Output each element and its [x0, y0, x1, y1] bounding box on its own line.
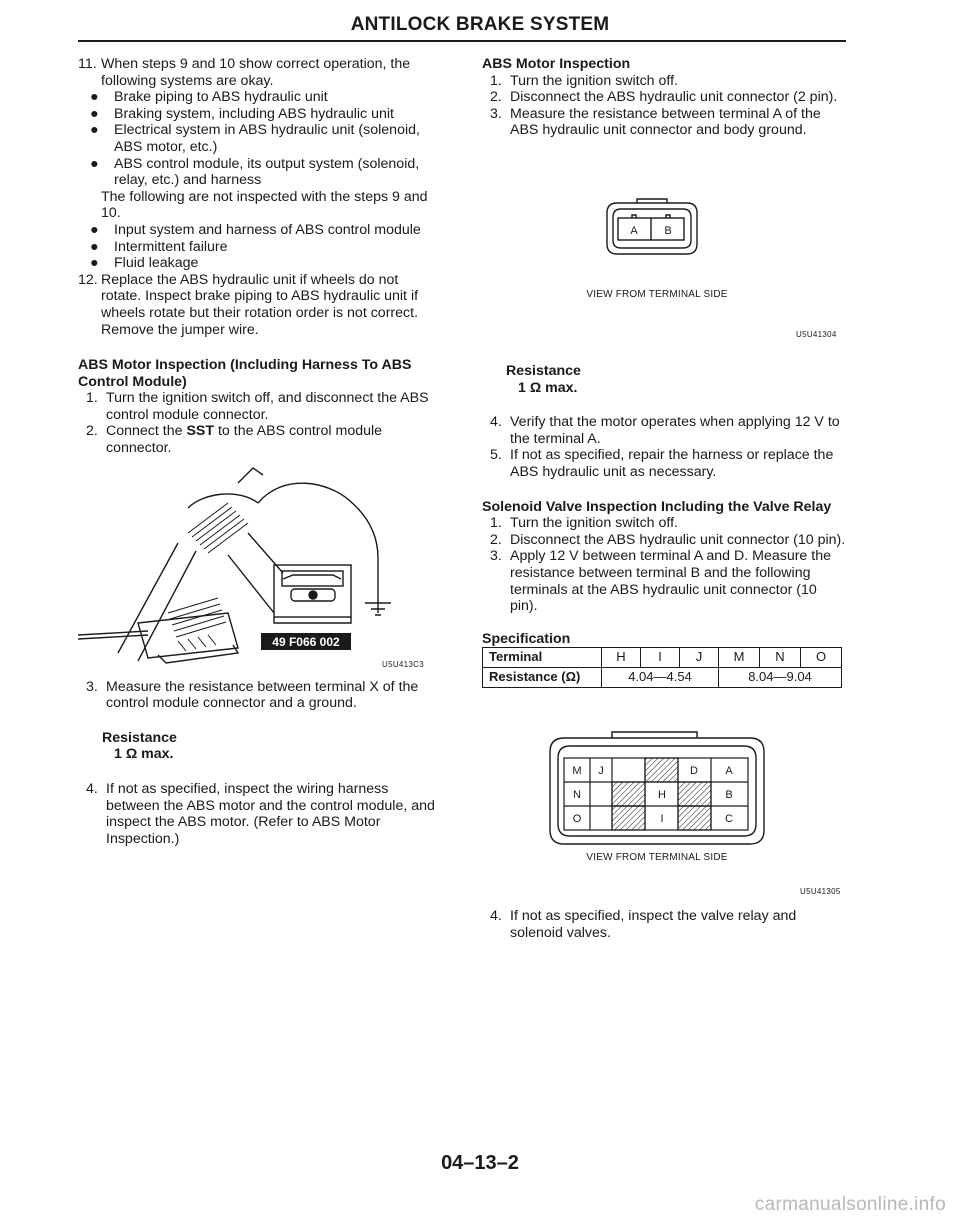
- two-pin-connector-figure: [482, 139, 847, 339]
- pin-label: M: [572, 765, 582, 778]
- pin-label: O: [572, 813, 582, 826]
- pin-label: J: [598, 765, 604, 778]
- list-item: ● Input system and harness of ABS control module: [90, 221, 421, 238]
- terminal-b-label: B: [664, 224, 672, 237]
- step-text: When steps 9 and 10 show correct operation, the following systems are okay.: [101, 56, 411, 89]
- spec-value: 1 Ω max.: [518, 379, 578, 396]
- step-text: Replace the ABS hydraulic unit if wheels do not rotate. Inspect brake piping to ABS hydraulic unit if wheels rotate but their rotation order is not correct. Remove the jumper wire.: [101, 271, 419, 338]
- terminal-cell: H: [602, 648, 641, 668]
- bullet-icon: ●: [90, 155, 99, 172]
- terminal-cell: N: [760, 648, 801, 668]
- bullet-icon: ●: [90, 122, 99, 139]
- specification-table: [482, 647, 842, 688]
- step-3: 3. Measure the resistance between terminal X of the control module connector and a ground.: [86, 678, 419, 712]
- step-12: [78, 272, 436, 338]
- step-number: 11.: [78, 56, 97, 72]
- figure-caption: VIEW FROM TERMINAL SIDE: [586, 288, 728, 300]
- list-item: ● ABS control module, its output system (solenoid, relay, etc.) and harness: [90, 155, 420, 189]
- page-title: ANTILOCK BRAKE SYSTEM: [350, 14, 610, 35]
- step-1: 1. Turn the ignition switch off.: [490, 515, 678, 532]
- step-note: The following are not inspected with the steps 9 and 10.: [101, 188, 428, 222]
- terminal-cell: O: [801, 648, 842, 668]
- spec-label: Resistance: [102, 729, 177, 746]
- list-item: ● Brake piping to ABS hydraulic unit: [90, 89, 328, 106]
- watermark: carmanualsonline.info: [754, 1194, 946, 1215]
- specification-heading: Specification: [482, 630, 571, 647]
- pin-label: A: [725, 765, 733, 778]
- table-row-label: Resistance (Ω): [483, 668, 602, 688]
- resistance-cell: 4.04—4.54: [602, 668, 719, 688]
- terminal-cell: J: [680, 648, 719, 668]
- right-column: [482, 56, 847, 941]
- bullet-icon: ●: [90, 238, 99, 255]
- pin-label: I: [660, 813, 664, 826]
- step-1: 1. Turn the ignition switch off, and disconnect the ABS control module connector.: [86, 390, 429, 423]
- left-column: [78, 56, 436, 847]
- step-3: 3. Apply 12 V between terminal A and D. Measure the resistance between terminal B and the following terminals at the ABS hydraulic unit connector (10 pin).: [490, 548, 831, 615]
- resistance-cell: 8.04—9.04: [719, 668, 842, 688]
- two-pin-connector-diagram: [482, 139, 847, 289]
- page-number: 04–13–2: [441, 1152, 519, 1174]
- pin-label: C: [725, 813, 733, 826]
- pin-label: H: [658, 789, 666, 802]
- figure-code: U5U41304: [796, 329, 837, 339]
- step-3: 3. Measure the resistance between terminal A of the ABS hydraulic unit connector and body ground.: [490, 105, 821, 139]
- sst-label: SST: [186, 423, 215, 440]
- tool-label: 49 F066 002: [272, 634, 340, 649]
- bullet-icon: ●: [90, 89, 99, 106]
- terminal-a-label: A: [630, 224, 638, 237]
- step-4: 4. If not as specified, inspect the wiring harness between the ABS motor and the control module, and inspect the ABS motor. (Refer to ABS Motor Inspection.): [86, 781, 435, 847]
- step-4: 4. If not as specified, inspect the valve relay and solenoid valves.: [490, 908, 797, 941]
- step-number: 12.: [78, 271, 98, 288]
- list-item: ● Braking system, including ABS hydraulic unit: [90, 105, 394, 122]
- ten-pin-connector-diagram: [482, 702, 847, 862]
- figure-code: U5U41305: [800, 887, 841, 897]
- spec-value: 1 Ω max.: [114, 746, 174, 763]
- table-row: [483, 668, 842, 688]
- bullet-icon: ●: [90, 105, 99, 122]
- step-4: 4. Verify that the motor operates when applying 12 V to the terminal A.: [490, 414, 840, 447]
- table-row: [483, 648, 842, 668]
- sst-connection-figure: [78, 463, 436, 673]
- section-heading: ABS Motor Inspection: [482, 56, 631, 72]
- pin-label: B: [725, 789, 733, 802]
- step-2: 2. Connect the SST to the ABS control module connector.: [86, 423, 383, 457]
- bullet-icon: ●: [90, 221, 99, 238]
- step-11: [78, 56, 436, 272]
- list-item: ● Fluid leakage: [90, 255, 199, 272]
- pin-label: D: [690, 765, 698, 778]
- list-item: ● Intermittent failure: [90, 238, 228, 255]
- header-rule: [78, 40, 846, 42]
- pin-label: N: [573, 789, 581, 802]
- spec-label: Resistance: [506, 362, 581, 379]
- section-heading: Solenoid Valve Inspection Including the Valve Relay: [482, 498, 832, 515]
- sst-tester-illustration: [78, 463, 436, 673]
- ten-pin-connector-figure: [482, 702, 847, 897]
- step-2: 2. Disconnect the ABS hydraulic unit connector (2 pin).: [490, 89, 838, 106]
- figure-caption: VIEW FROM TERMINAL SIDE: [586, 852, 728, 864]
- section-heading: ABS Motor Inspection (Including Harness To ABS Control Module): [78, 357, 412, 390]
- list-item: ● Electrical system in ABS hydraulic unit (solenoid, ABS motor, etc.): [90, 122, 420, 155]
- step-2: 2. Disconnect the ABS hydraulic unit connector (10 pin).: [490, 531, 846, 548]
- table-row-label: Terminal: [483, 648, 602, 668]
- step-5: 5. If not as specified, repair the harness or replace the ABS hydraulic unit as necessary.: [490, 447, 834, 480]
- figure-code: U5U413C3: [382, 659, 424, 669]
- bullet-icon: ●: [90, 255, 99, 272]
- step-1: 1. Turn the ignition switch off.: [490, 72, 678, 89]
- terminal-cell: I: [641, 648, 680, 668]
- terminal-cell: M: [719, 648, 760, 668]
